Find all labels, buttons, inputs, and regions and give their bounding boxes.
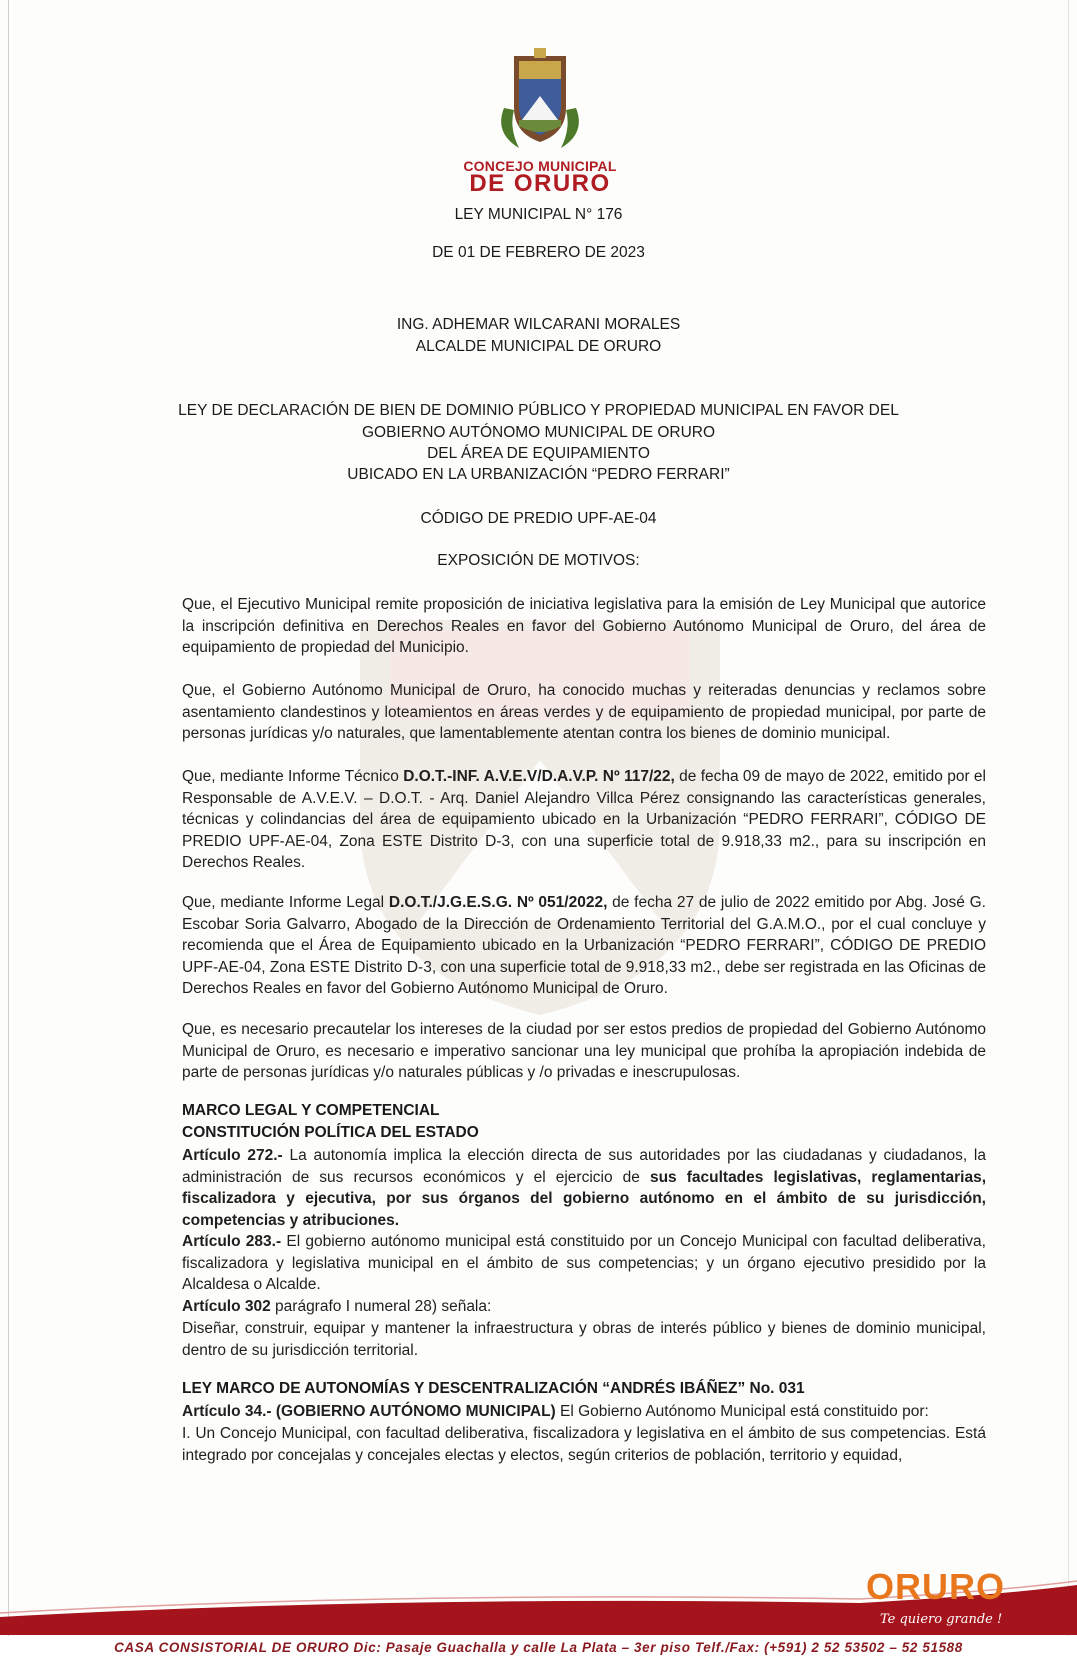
article-302-quote: Diseñar, construir, equipar y mantener la infraestructura y obras de interés público y bienes de dominio municipal, dentro de su jurisdicción territorial. bbox=[182, 1320, 986, 1359]
law-title-line3: DEL ÁREA DE EQUIPAMIENTO bbox=[427, 445, 650, 462]
oruro-tagline: Te quiero grande ! bbox=[880, 1612, 1003, 1627]
autonomy-law-heading: LEY MARCO DE AUTONOMÍAS Y DESCENTRALIZACIÓN “ANDRÉS IBÁÑEZ” No. 031 bbox=[182, 1380, 805, 1397]
section-title: EXPOSICIÓN DE MOTIVOS: bbox=[437, 552, 640, 569]
paragraph-5: Que, es necesario precautelar los intereses de la ciudad por ser estos predios de propiedad del Gobierno Autónomo Municipal de Oruro, es necesario e imperativo sancionar una ley municipal que prohíba la apropiación indebida de parte de personas jurídicas y/o naturales públicas y /o privadas e inescrupulosas. bbox=[182, 1021, 986, 1081]
article-34-item-i: I. Un Concejo Municipal, con facultad deliberativa, fiscalizadora y legislativa en el ámbito de sus competencias. Está integrado por concejalas y concejales electas y electos, según criterios de población, territorio y equidad, bbox=[182, 1425, 986, 1464]
law-number: LEY MUNICIPAL N° 176 bbox=[454, 206, 623, 223]
article-34: Artículo 34.- (GOBIERNO AUTÓNOMO MUNICIPAL) El Gobierno Autónomo Municipal está constituido por: bbox=[182, 1403, 929, 1420]
article-283: Artículo 283.- El gobierno autónomo municipal está constituido por un Concejo Municipal con facultad deliberativa, fiscalizadora y legislativa municipal en el ámbito de sus competencias; y un órgano ejecutivo presidido por la Alcaldesa o Alcalde. bbox=[182, 1233, 986, 1293]
mayor-title: ALCALDE MUNICIPAL DE ORURO bbox=[415, 338, 662, 355]
council-name-line2: DE ORURO bbox=[469, 170, 611, 197]
legal-report-ref: D.O.T./J.G.E.S.G. Nº 051/2022, bbox=[388, 894, 608, 911]
coat-of-arms-icon bbox=[494, 48, 586, 156]
mayor-name: ING. ADHEMAR WILCARANI MORALES bbox=[396, 316, 681, 333]
law-title-line2: GOBIERNO AUTÓNOMO MUNICIPAL DE ORURO bbox=[361, 424, 716, 441]
paragraph-3: Que, mediante Informe Técnico D.O.T.-INF. A.V.E.V/D.A.V.P. Nº 117/22, de fecha 09 de mayo de 2022, emitido por el Responsable de A.V.E.V. – D.O.T. - Arq. Daniel Alejandro Villca Pérez consignando las características generales, técnicas y colindancias del área de equipamiento ubicado en la Urbanización “PEDRO FERRARI”, CÓDIGO DE PREDIO UPF-AE-04, Zona ESTE Distrito D-3, con una superficie total de 9.918,33 m2., para su inscripción en Derechos Reales. bbox=[182, 768, 986, 871]
oruro-logo: ORURO bbox=[866, 1566, 1005, 1607]
technical-report-ref: D.O.T.-INF. A.V.E.V/D.A.V.P. Nº 117/22, bbox=[403, 768, 675, 785]
paragraph-2: Que, el Gobierno Autónomo Municipal de Oruro, ha conocido muchas y reiteradas denuncias y reclamos sobre asentamiento clandestinos y loteamientos en áreas verdes y de equipamiento de propiedad municipal, por parte de personas jurídicas y/o naturales, que lamentablemente atentan contra los bienes de dominio municipal. bbox=[182, 682, 986, 742]
paragraph-4: Que, mediante Informe Legal D.O.T./J.G.E.S.G. Nº 051/2022, de fecha 27 de julio de 2022 emitido por Abg. José G. Escobar Soria Galvarro, Abogado de la Dirección de Ordenamiento Territorial del G.A.M.O., por el cual concluye y recomienda que el Área de Equipamiento ubicado en la Urbanización “PEDRO FERRARI”, CÓDIGO DE PREDIO UPF-AE-04, Zona ESTE Distrito D-3, con una superficie total de 9.918,33 m2., debe ser registrada en las Oficinas de Derechos Reales en favor del Gobierno Autónomo Municipal de Oruro. bbox=[182, 894, 986, 997]
council-name-line1: CONCEJO MUNICIPAL bbox=[463, 158, 617, 174]
legal-framework-heading: MARCO LEGAL Y COMPETENCIAL bbox=[182, 1102, 440, 1119]
property-code: CÓDIGO DE PREDIO UPF-AE-04 bbox=[420, 510, 657, 527]
article-302: Artículo 302 parágrafo I numeral 28) señala: bbox=[182, 1298, 492, 1315]
law-title-line4: UBICADO EN LA URBANIZACIÓN “PEDRO FERRARI” bbox=[347, 466, 730, 483]
article-272: Artículo 272.- La autonomía implica la elección directa de sus autoridades por las ciudadanas y ciudadanos, la administración de sus recursos económicos y el ejercicio de sus facultades legislativas, reglamentarias, fiscalizadora y ejecutiva, por sus órganos del gobierno autónomo en el ámbito de su jurisdicción, competencias y atribuciones. bbox=[182, 1147, 986, 1229]
footer-address: CASA CONSISTORIAL DE ORURO Dic: Pasaje Guachalla y calle La Plata – 3er piso Telf./Fax: (+591) 2 52 53502 – 52 51588 bbox=[114, 1640, 963, 1655]
constitution-heading: CONSTITUCIÓN POLÍTICA DEL ESTADO bbox=[182, 1124, 479, 1141]
paragraph-1: Que, el Ejecutivo Municipal remite proposición de iniciativa legislativa para la emisión de Ley Municipal que autorice la inscripción definitiva en Derechos Reales en favor del Gobierno Autónomo Municipal de Oruro, del área de equipamiento de propiedad del Municipio. bbox=[182, 596, 986, 656]
law-date: DE 01 DE FEBRERO DE 2023 bbox=[432, 244, 645, 261]
law-title-line1: LEY DE DECLARACIÓN DE BIEN DE DOMINIO PÚBLICO Y PROPIEDAD MUNICIPAL EN FAVOR DEL bbox=[178, 402, 899, 419]
